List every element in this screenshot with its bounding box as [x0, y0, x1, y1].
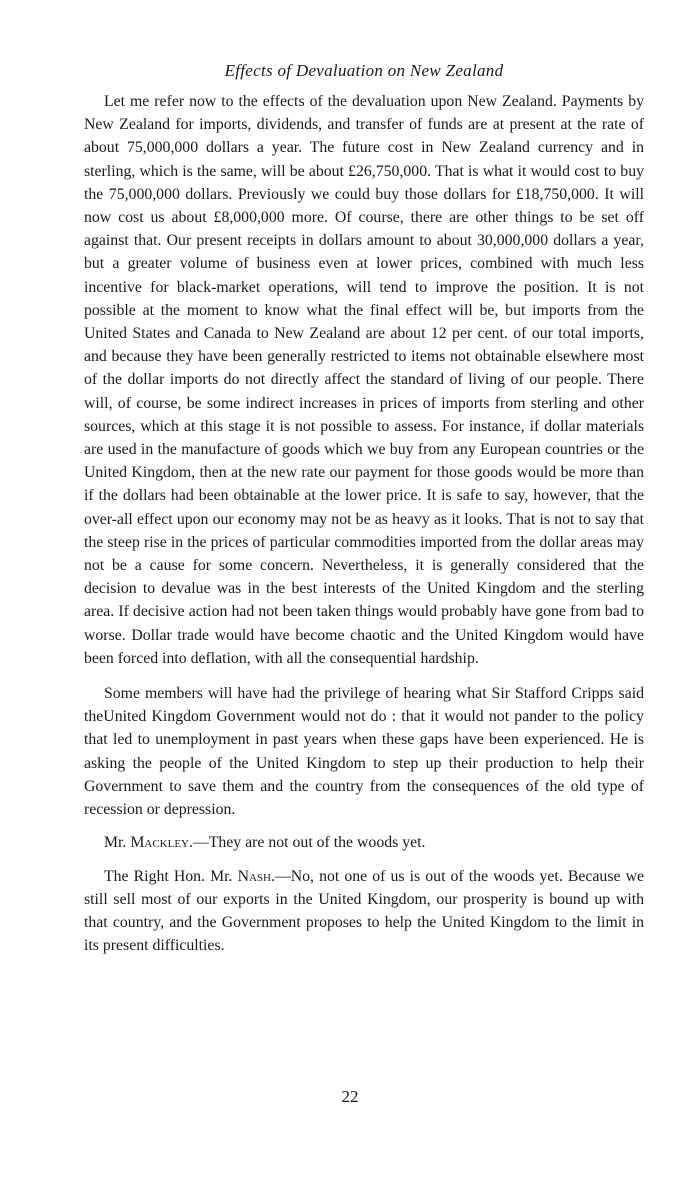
speaker-prefix: Mr. [104, 834, 131, 852]
speaker-name: Nash [237, 867, 271, 885]
interjection-text: .—They are not out of the woods yet. [189, 834, 426, 852]
reply-text: .—No, not one of us is out of the woods yet. Because we still sell most of our exports in the United Kingdom, our prosperity is bound up with that country, and the Government proposes to help the United Kingdom to the limit in its present difficulties. [84, 867, 644, 955]
page-number: 22 [341, 1087, 359, 1106]
interjection-mackley [84, 831, 644, 854]
reply-nash [84, 865, 644, 958]
speaker-name: Mackley [130, 834, 189, 852]
speaker-prefix: The Right Hon. Mr. [104, 867, 238, 885]
paragraph-cripps: Some members will have had the privilege of hearing what Sir Stafford Cripps said theUnited Kingdom Government would not do : that it would not pander to the policy that led to unemployment in past years when these gaps have been experienced. He is asking the people of the United Kingdom to step up their production to help their Government to save them and the country from the consequences of the old type of recession or depression. [84, 685, 644, 819]
running-title: Effects of Devaluation on New Zealand [224, 61, 504, 80]
page-content [84, 60, 644, 967]
paragraph-devaluation-effects: Let me refer now to the effects of the devaluation upon New Zealand. Payments by New Zealand for imports, dividends, and transfer of funds are at present at the rate of about 75,000,000 dollars a year. The future cost in New Zealand currency and in sterling, which is the same, will be about £26,750,000. That is what it would cost to buy the 75,000,000 dollars. Previously we could buy those dollars for £18,750,000. It will now cost us about £8,000,000 more. Of course, there are other things to be set off against that. Our present receipts in dollars amount to about 30,000,000 dollars a year, but a greater volume of business even at lower prices, combined with much less incentive for black-market operations, will tend to improve the position. It is not possible at the moment to know what the final effect will be, but imports from the United States and Canada to New Zealand are about 12 per cent. of our total imports, and because they have been generally restricted to items not obtainable elsewhere most of the dollar imports do not directly affect the standard of living of our people. There will, of course, be some indirect increases in prices of imports from sterling and other sources, which at this stage it is not possible to assess. For instance, if dollar materials are used in the manufacture of goods which we buy from any European countries or the United Kingdom, then at the new rate our payment for those goods would be more than if the dollars had been obtainable at the lower price. It is safe to say, however, that the over-all effect upon our economy may not be as heavy as it looks. That is not to say that the steep rise in the prices of particular commodities imported from the dollar areas may not be a cause for some concern. Nevertheless, it is generally considered that the decision to devalue was in the best interests of the United Kingdom and the sterling area. If decisive action had not been taken things would probably have gone from bad to worse. Dollar trade would have become chaotic and the United Kingdom would have been forced into deflation, with all the consequential hardship. [84, 93, 644, 667]
